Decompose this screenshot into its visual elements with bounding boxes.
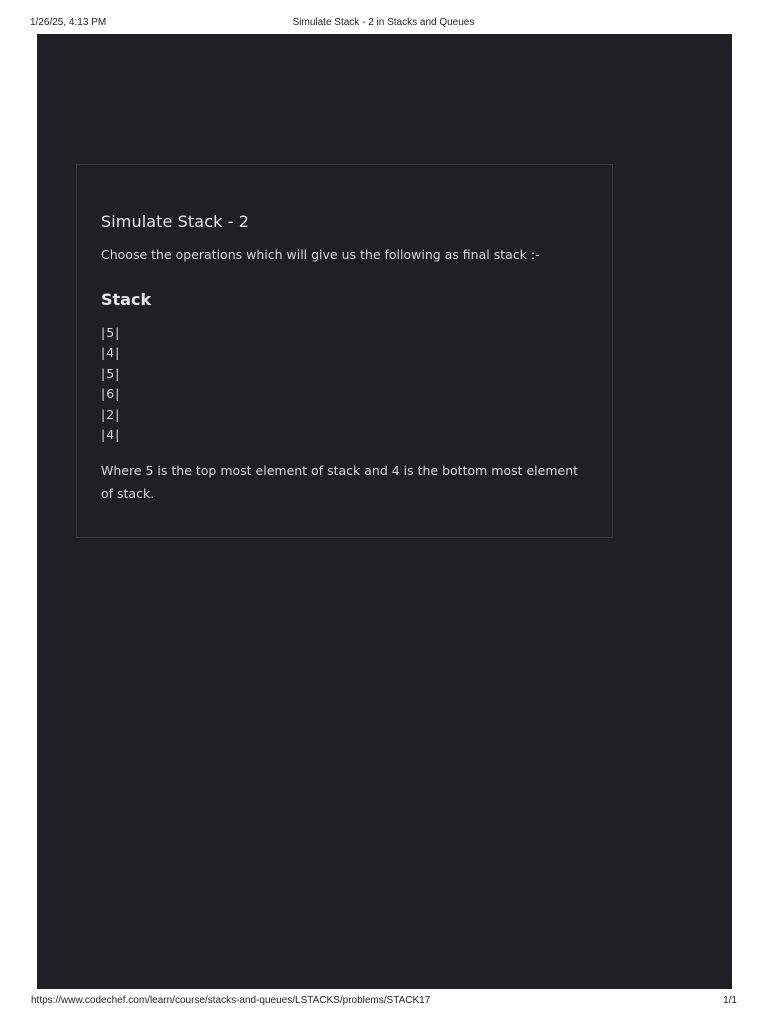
stack-item: |5|: [101, 365, 121, 381]
stack-item: |4|: [101, 426, 121, 442]
print-page-number: 1/1: [723, 995, 737, 1006]
page-content-area: [37, 34, 732, 989]
print-footer: [31, 995, 737, 1009]
stack-list: [101, 323, 120, 445]
print-page-title: Simulate Stack - 2 in Stacks and Queues: [292, 17, 475, 28]
problem-title: Simulate Stack - 2: [101, 212, 250, 231]
print-url: https://www.codechef.com/learn/course/stacks-and-queues/LSTACKS/problems/STACK17: [31, 995, 431, 1006]
stack-item: |2|: [101, 406, 121, 422]
stack-heading: Stack: [101, 290, 152, 309]
problem-description: Choose the operations which will give us the following as final stack :-: [101, 247, 540, 262]
stack-item: |6|: [101, 386, 121, 402]
print-header: [30, 17, 737, 31]
problem-card: [76, 164, 613, 538]
stack-item: |4|: [101, 345, 121, 361]
stack-item: |5|: [101, 325, 121, 340]
problem-note: Where 5 is the top most element of stack and 4 is the bottom most element of stack.: [101, 463, 579, 501]
print-datetime: 1/26/25, 4:13 PM: [30, 17, 107, 28]
